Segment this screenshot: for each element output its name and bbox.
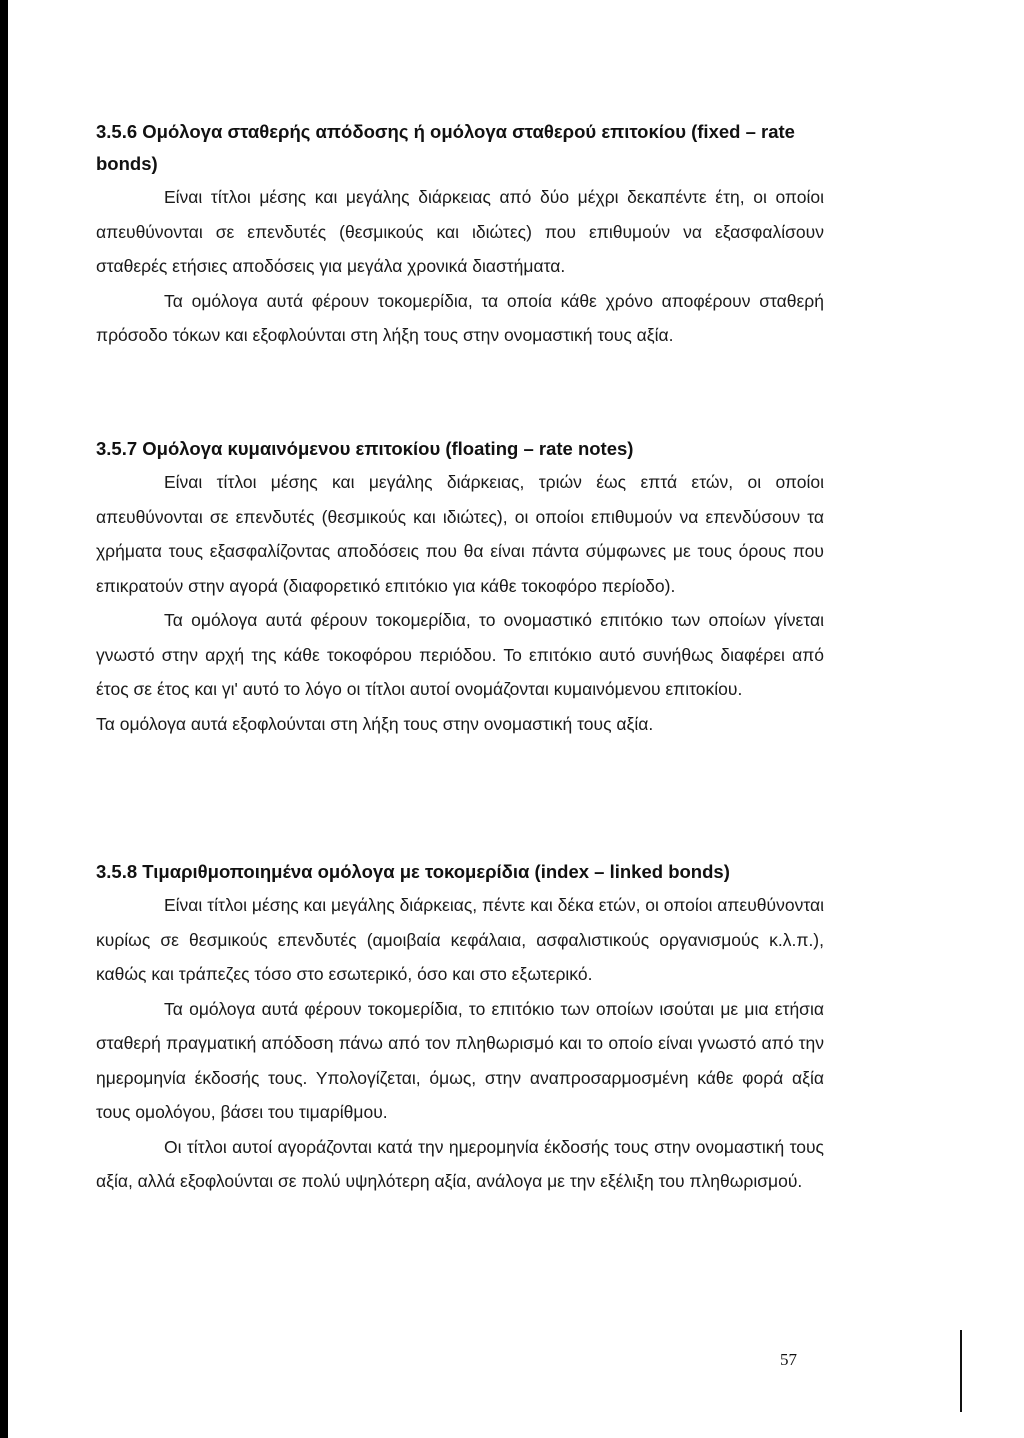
section-heading: 3.5.6 Ομόλογα σταθερής απόδοσης ή ομόλογα σταθερού επιτοκίου (fixed – rate bonds) — [96, 121, 795, 174]
section-3-5-8 — [96, 856, 824, 1199]
section-heading: 3.5.7 Ομόλογα κυμαινόμενου επιτοκίου (floating – rate notes) — [96, 438, 634, 459]
margin-rule — [960, 1330, 962, 1412]
document-page — [8, 0, 1024, 1438]
paragraph: Τα ομόλογα αυτά φέρουν τοκομερίδια, το επιτόκιο των οποίων ισούται με μια ετήσια σταθερή πραγματική απόδοση πάνω από τον πληθωρισμό και το οποίο είναι γνωστό από την ημερομηνία έκδοσής τους. Υπολογίζεται, όμως, στην αναπροσαρμοσμένη κάθε φορά αξία τους ομολόγου, βάσει του τιμαρίθμου. — [96, 998, 824, 1122]
paragraph: Είναι τίτλοι μέσης και μεγάλης διάρκειας, πέντε και δέκα ετών, οι οποίοι απευθύνονται κυρίως σε θεσμικούς επενδυτές (αμοιβαία κεφάλαια, ασφαλιστικούς οργανισμούς κ.λ.π.), καθώς και τράπεζες τόσο στο εσωτερικό, όσο και στο εξωτερικό. — [96, 895, 824, 984]
paragraph: Οι τίτλοι αυτοί αγοράζονται κατά την ημερομηνία έκδοσής τους στην ονομαστική τους αξία, αλλά εξοφλούνται σε πολύ υψηλότερη αξία, ανάλογα με την εξέλιξη του πληθωρισμού. — [96, 1136, 824, 1191]
paragraph: Τα ομόλογα αυτά φέρουν τοκομερίδια, τα οποία κάθε χρόνο αποφέρουν σταθερή πρόσοδο τόκων και εξοφλούνται στη λήξη τους στην ονομαστική τους αξία. — [96, 290, 824, 345]
section-heading: 3.5.8 Τιμαριθμοποιημένα ομόλογα με τοκομερίδια (index – linked bonds) — [96, 861, 730, 882]
paragraph: Τα ομόλογα αυτά φέρουν τοκομερίδια, το ονομαστικό επιτόκιο των οποίων γίνεται γνωστό στην αρχή της κάθε τοκοφόρου περιόδου. Το επιτόκιο αυτό συνήθως διαφέρει από έτος σε έτος και γι' αυτό το λόγο οι τίτλοι αυτοί ονομάζονται κυμαινόμενου επιτοκίου. — [96, 610, 824, 699]
section-3-5-7 — [96, 433, 824, 741]
paragraph: Είναι τίτλοι μέσης και μεγάλης διάρκειας, τριών έως επτά ετών, οι οποίοι απευθύνονται σε επενδυτές (θεσμικούς και ιδιώτες), οι οποίοι επιθυμούν να επενδύσουν τα χρήματα τους εξασφαλίζοντας αποδόσεις που θα είναι πάντα σύμφωνες με τους όρους που επικρατούν στην αγορά (διαφορετικό επιτόκιο για κάθε τοκοφόρο περίοδο). — [96, 472, 824, 596]
page-number: 57 — [780, 1350, 797, 1369]
paragraph: Τα ομόλογα αυτά εξοφλούνται στη λήξη τους στην ονομαστική τους αξία. — [96, 713, 654, 734]
paragraph: Είναι τίτλοι μέσης και μεγάλης διάρκειας από δύο μέχρι δεκαπέντε έτη, οι οποίοι απευθύνονται σε επενδυτές (θεσμικούς και ιδιώτες) που επιθυμούν να εξασφαλίσουν σταθερές ετήσιες αποδόσεις για μεγάλα χρονικά διαστήματα. — [96, 187, 824, 276]
section-3-5-6 — [96, 116, 824, 353]
